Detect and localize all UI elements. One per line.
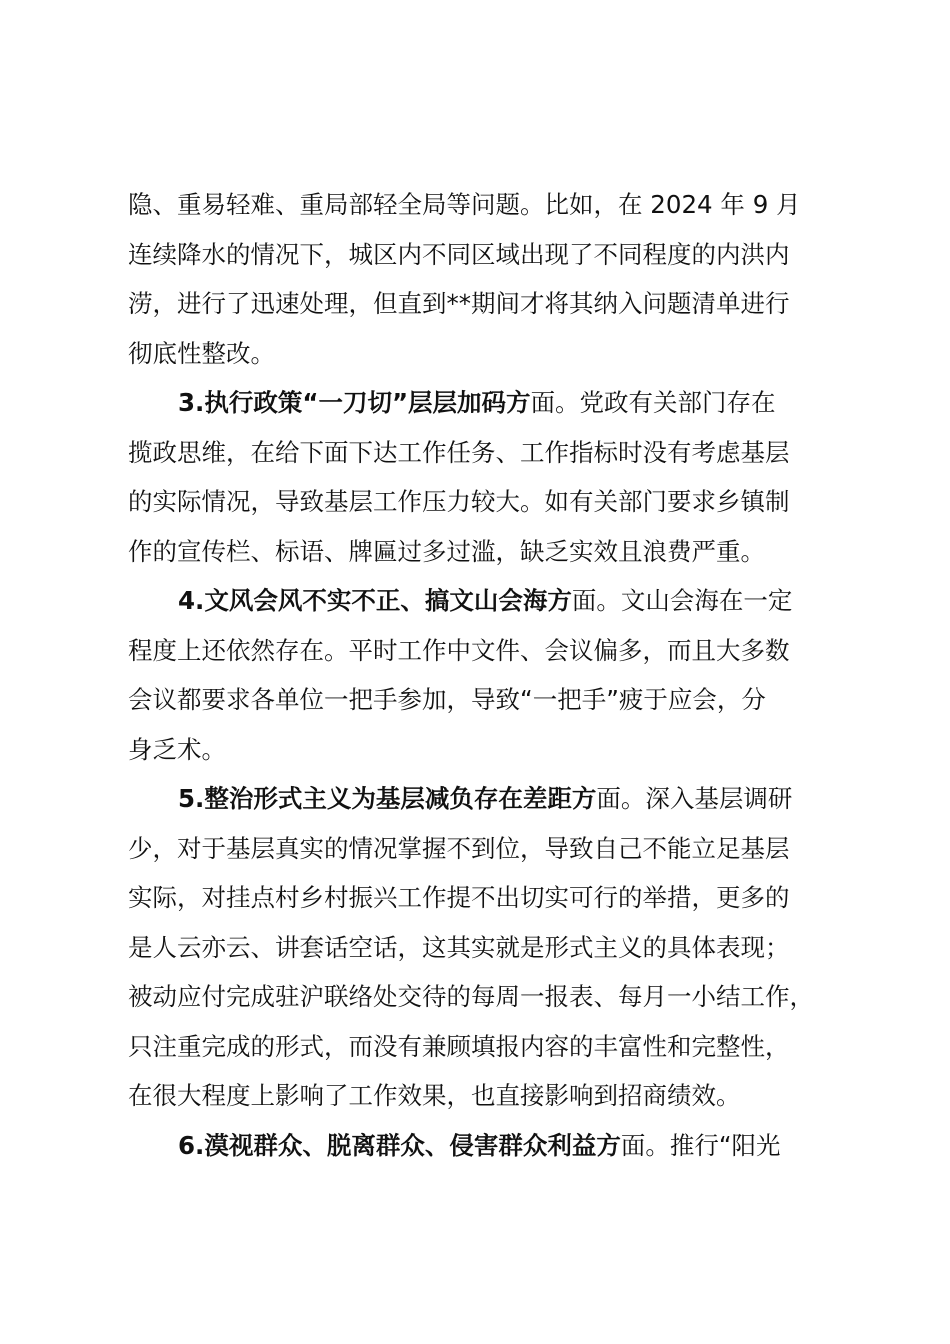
text-line bbox=[128, 1071, 838, 1121]
text-line bbox=[128, 477, 838, 527]
section-heading-line bbox=[128, 378, 838, 428]
line-text: 彻底性整改。 bbox=[128, 338, 275, 368]
text-line bbox=[128, 824, 838, 874]
line-text: 被动应付完成驻沪联络处交待的每周一报表、每月一小结工作， bbox=[128, 982, 814, 1011]
line-text: 只注重完成的形式，而没有兼顾填报内容的丰富性和完整性， bbox=[128, 1031, 790, 1061]
line-text: 程度上还依然存在。平时工作中文件、会议偏多，而且大多数 bbox=[128, 635, 790, 665]
text-line bbox=[128, 230, 838, 280]
line-text: 面。推行“阳光 bbox=[620, 1130, 781, 1160]
section-heading: 5.整治形式主义为基层减负存在差距方 bbox=[178, 784, 597, 813]
line-text: 实际，对挂点村乡村振兴工作提不出切实可行的举措，更多的 bbox=[128, 883, 790, 912]
line-text: 少，对于基层真实的情况掌握不到位，导致自己不能立足基层 bbox=[128, 833, 790, 863]
line-text: 在很大程度上影响了工作效果，也直接影响到招商绩效。 bbox=[128, 1081, 741, 1110]
section-heading-line bbox=[128, 576, 838, 626]
line-text: 揽政思维，在给下面下达工作任务、工作指标时没有考虑基层 bbox=[128, 437, 790, 467]
line-text: 会议都要求各单位一把手参加，导致“一把手”疲于应会，分 bbox=[128, 685, 766, 714]
line-text: 是人云亦云、讲套话空话，这其实就是形式主义的具体表现； bbox=[128, 932, 790, 962]
text-line bbox=[128, 527, 838, 577]
text-line bbox=[128, 1022, 838, 1072]
line-text: 面。深入基层调研 bbox=[596, 784, 793, 813]
text-line bbox=[128, 329, 838, 379]
section-heading: 3.执行政策“一刀切”层层加码方 bbox=[178, 388, 531, 417]
line-text: 身乏术。 bbox=[128, 734, 226, 764]
line-text: 面。文山会海在一定 bbox=[571, 586, 793, 615]
text-line bbox=[128, 279, 838, 329]
text-line bbox=[128, 725, 838, 775]
line-text: 隐、重易轻难、重局部轻全局等问题。比如，在 2024 年 9 月 bbox=[128, 190, 801, 219]
text-line bbox=[128, 428, 838, 478]
section-heading: 4.文风会风不实不正、搞文山会海方 bbox=[178, 586, 572, 615]
line-text: 面。党政有关部门存在 bbox=[530, 388, 776, 417]
line-text: 的实际情况，导致基层工作压力较大。如有关部门要求乡镇制 bbox=[128, 487, 790, 516]
text-line bbox=[128, 626, 838, 676]
text-line bbox=[128, 873, 838, 923]
line-text: 连续降水的情况下，城区内不同区域出现了不同程度的内洪内 bbox=[128, 239, 790, 269]
text-line bbox=[128, 923, 838, 973]
text-line bbox=[128, 675, 838, 725]
section-heading-line bbox=[128, 1121, 838, 1173]
section-heading-line bbox=[128, 774, 838, 824]
text-line bbox=[128, 180, 838, 230]
section-heading: 6.漠视群众、脱离群众、侵害群众利益方 bbox=[178, 1130, 621, 1160]
line-text: 涝，进行了迅速处理，但直到**期间才将其纳入问题清单进行 bbox=[128, 289, 790, 318]
line-text: 作的宣传栏、标语、牌匾过多过滥，缺乏实效且浪费严重。 bbox=[128, 536, 765, 566]
text-line bbox=[128, 972, 838, 1022]
document-body bbox=[128, 180, 838, 1173]
